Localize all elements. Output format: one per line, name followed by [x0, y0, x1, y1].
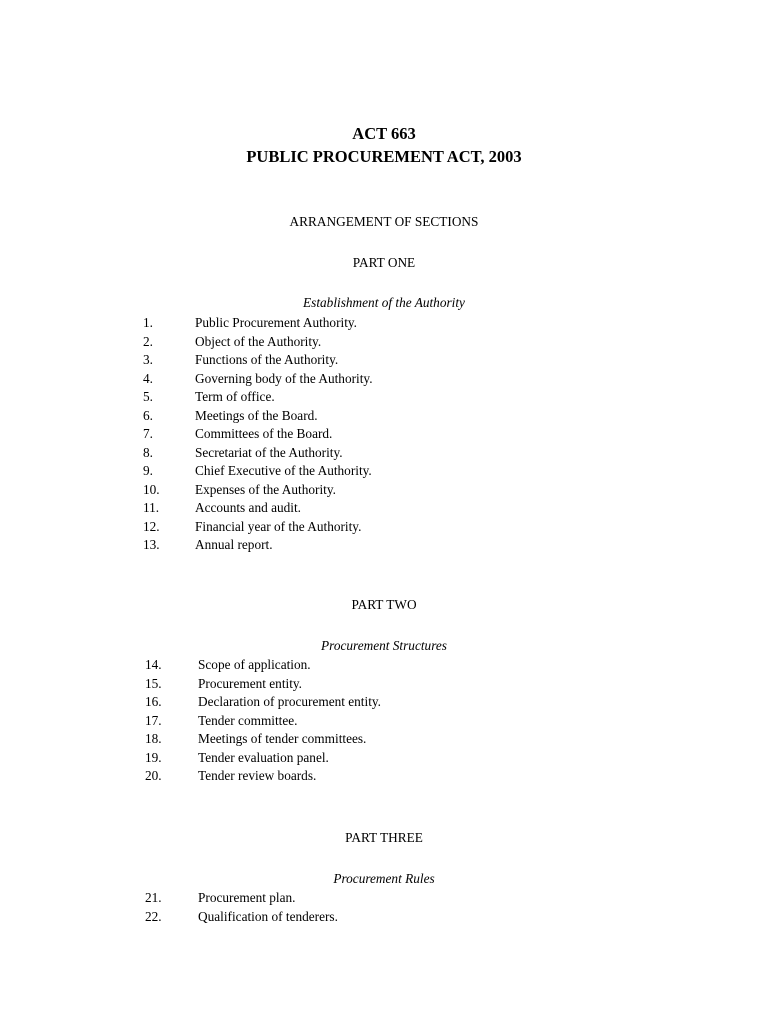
section-number: 10. — [143, 481, 160, 497]
section-entry — [0, 657, 768, 676]
part-one-subheading: Establishment of the Authority — [303, 295, 465, 310]
part-three-heading: PART THREE — [345, 830, 423, 845]
section-number: 3. — [143, 352, 153, 367]
section-title: Functions of the Authority. — [195, 352, 339, 367]
section-number: 9. — [143, 463, 153, 478]
section-title: Tender committee. — [198, 712, 298, 728]
section-entry — [0, 519, 768, 538]
section-number: 4. — [143, 370, 153, 386]
section-title: Tender review boards. — [198, 768, 317, 783]
section-entry — [0, 768, 768, 787]
part-three-subheading: Procurement Rules — [333, 871, 435, 886]
section-title: Meetings of tender committees. — [198, 731, 367, 746]
section-entry — [0, 463, 768, 482]
section-entry — [0, 694, 768, 713]
section-number: 6. — [143, 407, 153, 423]
section-title: Declaration of procurement entity. — [198, 694, 382, 709]
section-entry — [0, 500, 768, 519]
section-number: 16. — [145, 694, 162, 709]
section-entry — [0, 334, 768, 353]
act-number: ACT 663 — [352, 124, 416, 143]
section-entry — [0, 426, 768, 445]
section-title: Accounts and audit. — [195, 500, 301, 515]
section-number: 19. — [145, 749, 162, 765]
part-three-section-list — [0, 890, 768, 927]
section-number: 7. — [143, 426, 153, 441]
section-title: Procurement plan. — [198, 890, 296, 905]
section-number: 18. — [145, 731, 162, 746]
part-two-subheading: Procurement Structures — [321, 638, 447, 653]
section-entry — [0, 389, 768, 408]
section-title: Term of office. — [195, 389, 275, 404]
section-number: 2. — [143, 333, 153, 349]
section-title: Committees of the Board. — [195, 426, 333, 441]
part-one-section-list — [0, 315, 768, 556]
section-number: 20. — [145, 768, 162, 783]
section-title: Procurement entity. — [198, 675, 303, 691]
section-number: 17. — [145, 712, 162, 728]
section-entry — [0, 537, 768, 556]
section-number: 13. — [143, 537, 160, 552]
section-title: Chief Executive of the Authority. — [195, 463, 372, 478]
part-one-heading: PART ONE — [352, 255, 416, 270]
section-entry — [0, 750, 768, 769]
section-title: Qualification of tenderers. — [198, 908, 338, 924]
section-entry — [0, 315, 768, 334]
section-entry — [0, 408, 768, 427]
section-title: Tender evaluation panel. — [198, 749, 329, 765]
section-title: Secretariat of the Authority. — [195, 444, 343, 460]
section-number: 5. — [143, 389, 153, 404]
section-entry — [0, 445, 768, 464]
section-entry — [0, 371, 768, 390]
section-entry — [0, 909, 768, 928]
section-number: 22. — [145, 908, 162, 924]
arrangement-heading: ARRANGEMENT OF SECTIONS — [289, 214, 479, 229]
section-entry — [0, 890, 768, 909]
section-entry — [0, 731, 768, 750]
part-two-heading: PART TWO — [351, 597, 417, 612]
section-number: 12. — [143, 518, 160, 534]
section-title: Object of the Authority. — [195, 333, 322, 349]
section-entry — [0, 352, 768, 371]
section-number: 11. — [143, 500, 160, 515]
section-number: 1. — [143, 315, 153, 330]
section-entry — [0, 713, 768, 732]
act-title: PUBLIC PROCUREMENT ACT, 2003 — [246, 147, 522, 166]
section-number: 8. — [143, 444, 153, 460]
section-title: Governing body of the Authority. — [195, 370, 373, 386]
section-title: Financial year of the Authority. — [195, 518, 362, 534]
section-entry — [0, 676, 768, 695]
section-title: Public Procurement Authority. — [195, 315, 358, 330]
section-title: Meetings of the Board. — [195, 407, 318, 423]
section-entry — [0, 482, 768, 501]
section-title: Scope of application. — [198, 657, 311, 672]
section-title: Annual report. — [195, 537, 273, 552]
section-number: 14. — [145, 657, 162, 672]
part-two-section-list — [0, 657, 768, 787]
section-title: Expenses of the Authority. — [195, 481, 336, 497]
section-number: 15. — [145, 675, 162, 691]
section-number: 21. — [145, 890, 162, 905]
